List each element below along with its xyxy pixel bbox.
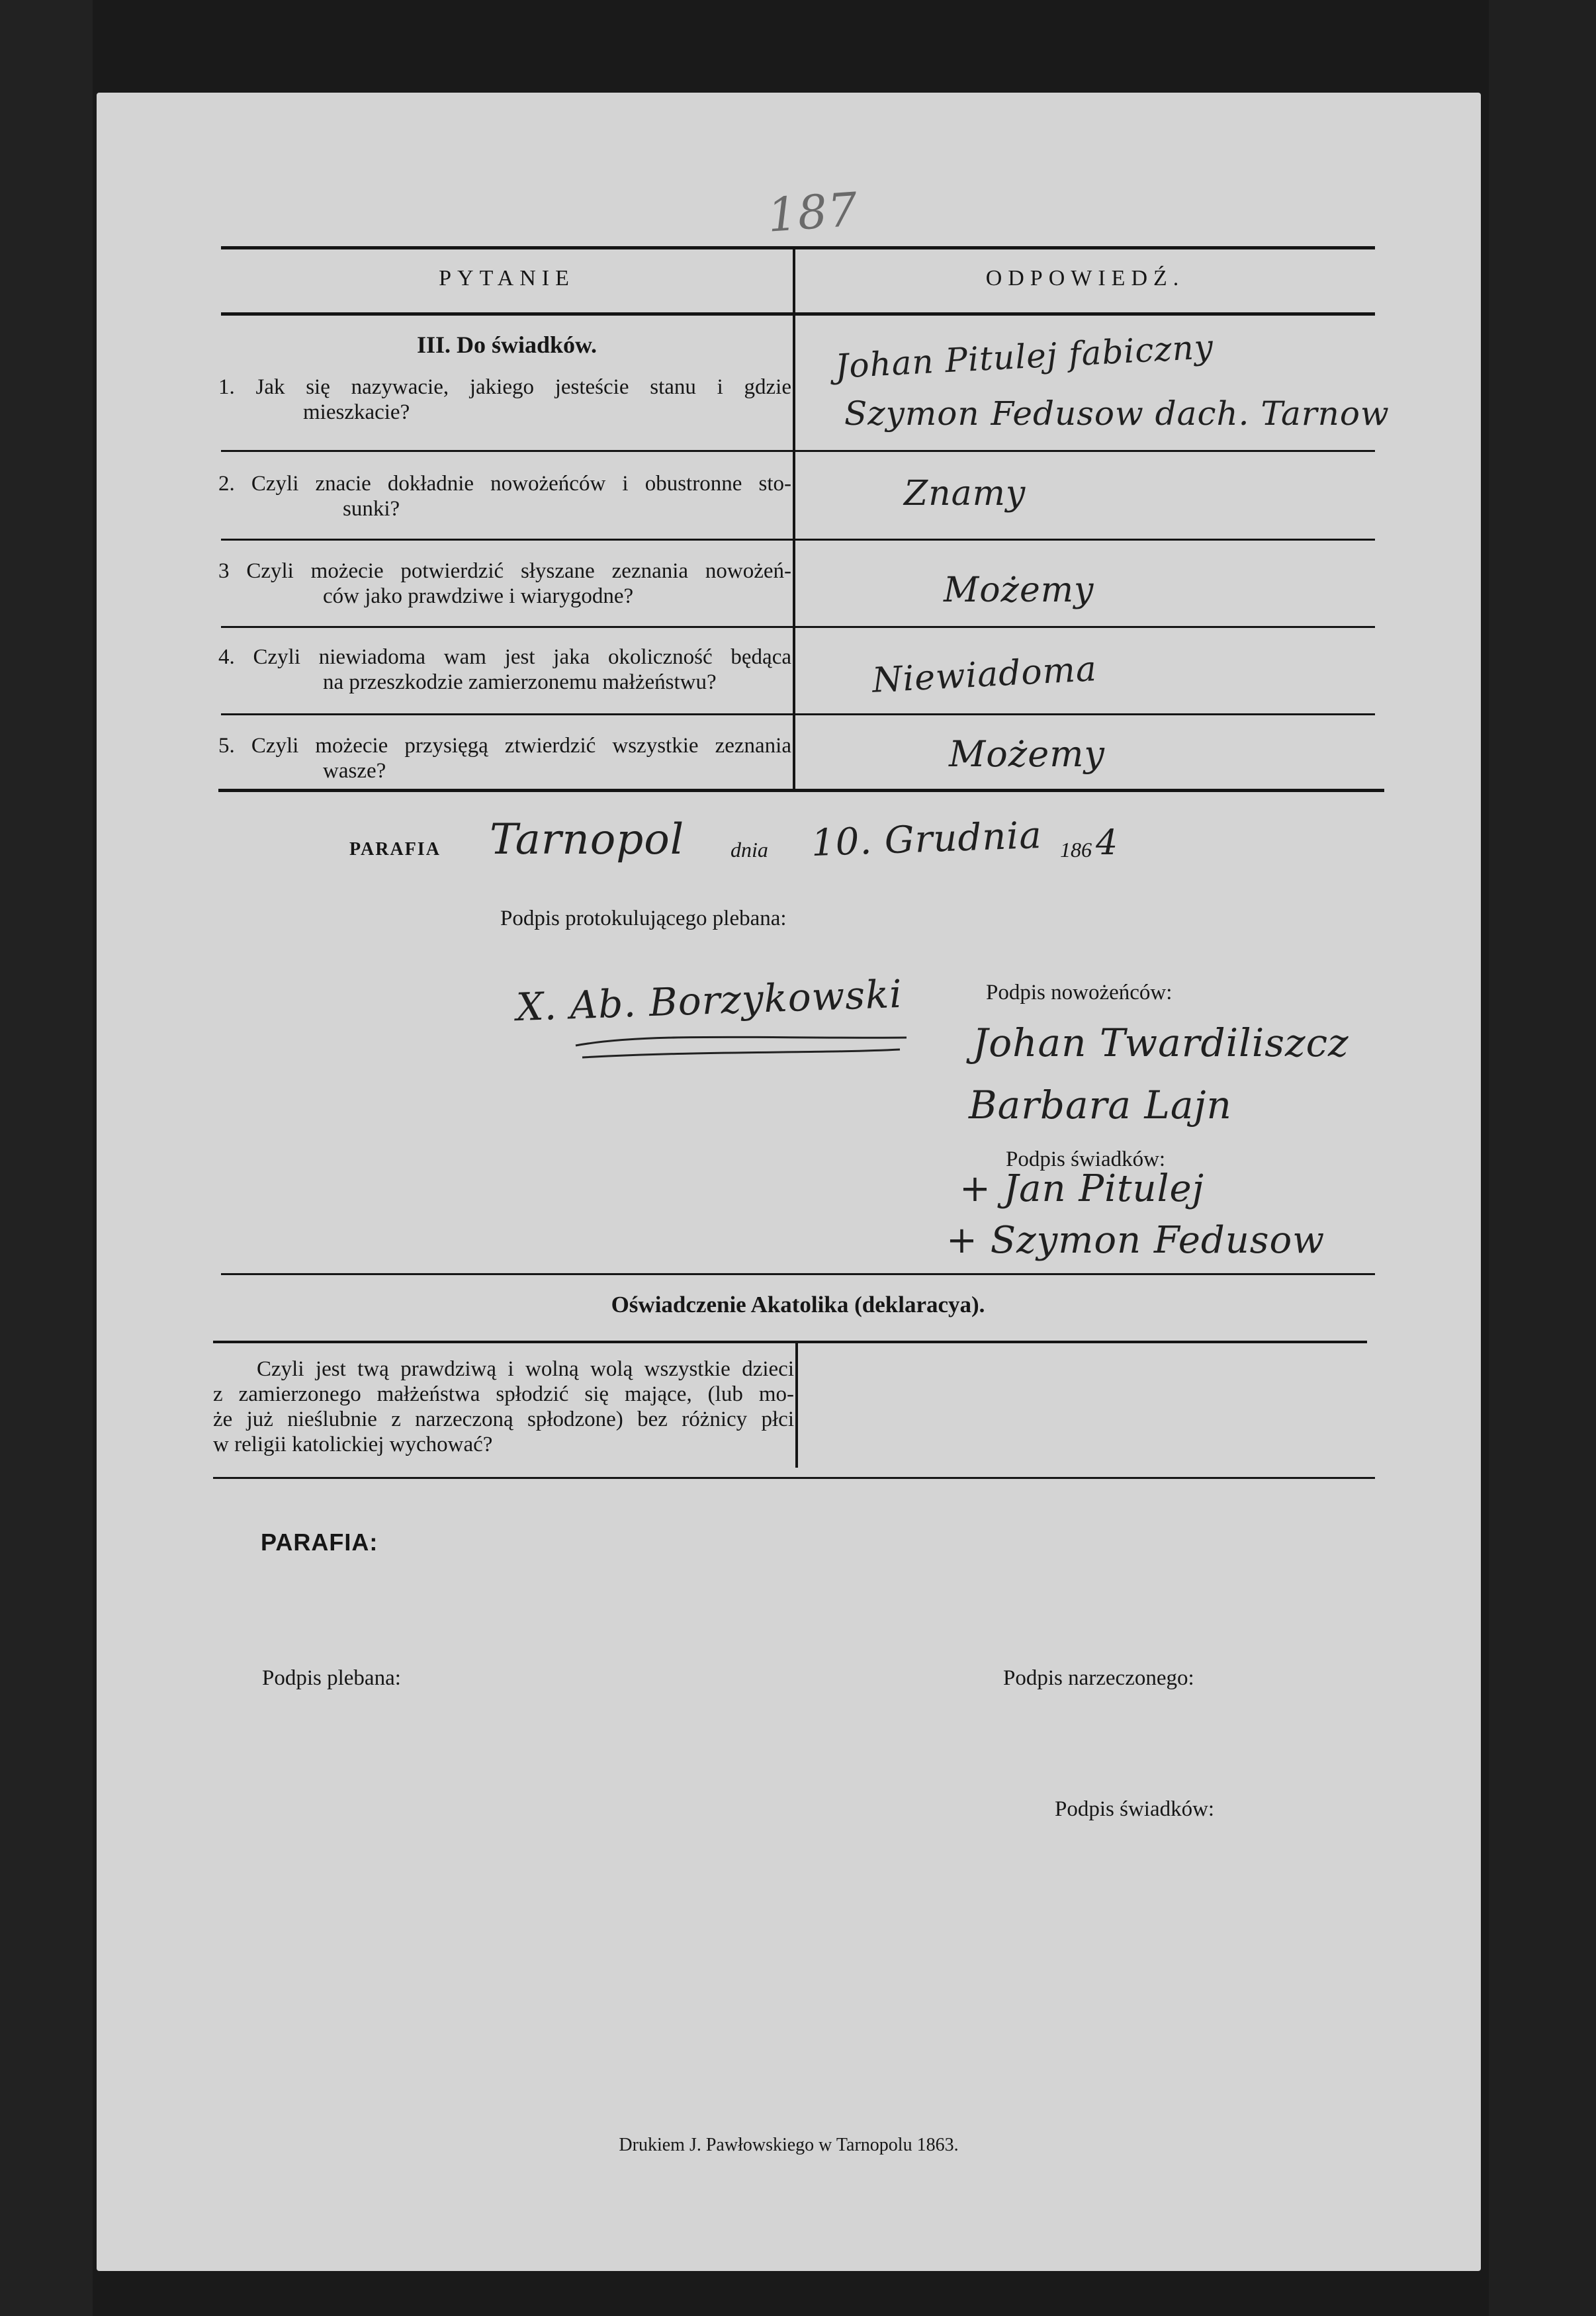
declaration-line-1: Czyli jest twą prawdziwą i wolną wolą wszystkie dzieci [257, 1357, 794, 1381]
row-rule-1 [221, 450, 1375, 452]
footer-parish-label: PARAFIA: [261, 1529, 378, 1556]
question-3-line1: 3 Czyli możecie potwierdzić słyszane zeznania nowożeń- [218, 559, 791, 583]
newlywed-2-signature: Barbara Lajn [969, 1083, 1232, 1128]
header-question: PYTANIE [439, 266, 575, 290]
question-5 [218, 733, 791, 783]
newlyweds-signature-label: Podpis nowożeńców: [986, 981, 1173, 1004]
answer-2: Znamy [904, 474, 1026, 513]
question-3 [218, 558, 791, 609]
answer-5: Możemy [949, 733, 1105, 775]
answer-1-line2: Szymon Fedusow dach. Tarnow [844, 394, 1390, 433]
declaration-title: Oświadczenie Akatolika (deklaracya). [611, 1292, 985, 1317]
section-title: III. Do świadków. [416, 332, 598, 358]
table-column-divider [793, 249, 795, 790]
question-1-line2: mieszkacie? [303, 400, 410, 424]
answer-1-line1: Johan Pitulej fabiczny [834, 328, 1215, 386]
newlywed-1-signature: Johan Twardiliszcz [973, 1020, 1349, 1065]
question-1 [218, 375, 791, 425]
parish-label: PARAFIA [349, 839, 441, 860]
question-2-line2: sunki? [343, 497, 400, 521]
footer-witnesses-label: Podpis świadków: [1055, 1797, 1215, 1821]
date-year-printed: 186 [1060, 838, 1092, 862]
table-bottom-rule [218, 789, 1384, 792]
question-2-line1: 2. Czyli znacie dokładnie nowożeńców i obustronne sto- [218, 472, 791, 496]
declaration-line-2: z zamierzonego małżeństwa spłodzić się mające, (lub mo- [213, 1382, 794, 1406]
declaration-bottom-rule [213, 1477, 1375, 1479]
date-value: 10. Grudnia [810, 813, 1043, 866]
date-dnia-label: dnia [731, 838, 768, 862]
table-top-rule [221, 246, 1375, 249]
declaration-top-rule [221, 1273, 1375, 1275]
declaration-line-4: w religii katolickiej wychować? [213, 1433, 493, 1456]
question-1-line1: 1. Jak się nazywacie, jakiego jesteście stanu i gdzie [218, 375, 791, 399]
question-4 [218, 645, 791, 695]
printer-imprint: Drukiem J. Pawłowskiego w Tarnopolu 1863. [619, 2135, 959, 2155]
header-answer: ODPOWIEDŹ. [985, 266, 1185, 290]
declaration-header-rule [213, 1341, 1367, 1343]
footer-pleban-label: Podpis plebana: [262, 1666, 401, 1690]
answer-3: Możemy [944, 570, 1094, 610]
footer-groom-label: Podpis narzeczonego: [1003, 1666, 1194, 1690]
declaration-question [213, 1357, 794, 1457]
pleban-signature: X. Ab. Borzykowski [515, 971, 903, 1030]
question-3-line2: ców jako prawdziwe i wiarygodne? [323, 584, 634, 608]
row-rule-4 [221, 713, 1375, 715]
pleban-signature-label: Podpis protokulującego plebana: [500, 907, 787, 930]
row-rule-3 [221, 626, 1375, 628]
question-2 [218, 471, 791, 521]
date-year-handwritten: 4 [1096, 823, 1119, 863]
pleban-signature-flourish [569, 1019, 913, 1065]
witness-1-signature: + Jan Pitulej [959, 1167, 1204, 1210]
declaration-line-3: że już nieślubnie z narzeczoną spłodzone) bez różnicy płci [213, 1407, 794, 1431]
question-5-line2: wasze? [323, 759, 386, 783]
folio-number: 187 [766, 182, 860, 243]
question-5-line1: 5. Czyli możecie przysięgą ztwierdzić wszystkie zeznania [218, 734, 791, 758]
parish-value: Tarnopol [490, 815, 685, 864]
question-4-line1: 4. Czyli niewiadoma wam jest jaka okoliczność będąca [218, 645, 791, 669]
question-4-line2: na przeszkodzie zamierzonemu małżeństwu? [323, 670, 717, 694]
declaration-column-divider [795, 1343, 798, 1468]
witness-2-signature: + Szymon Fedusow [946, 1219, 1325, 1262]
witnesses-signature-label: Podpis świadków: [1006, 1147, 1166, 1171]
row-rule-2 [221, 539, 1375, 541]
answer-4: Niewiadoma [871, 649, 1098, 701]
table-header-rule [221, 312, 1375, 316]
